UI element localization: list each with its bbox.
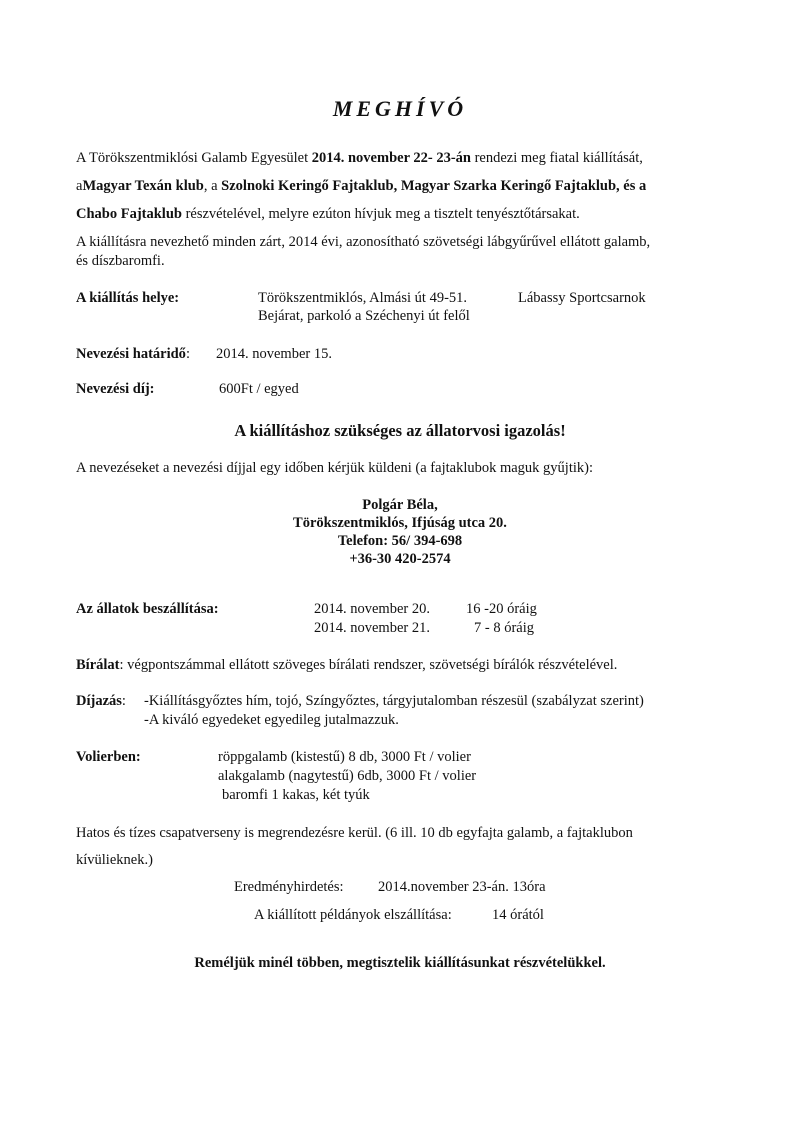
judging-row	[76, 657, 617, 674]
aviary-line: röppgalamb (kistestű) 8 db, 3000 Ft / volier	[218, 749, 471, 765]
deadline-colon: :	[185, 346, 190, 362]
fee-value: 600Ft / egyed	[219, 381, 299, 397]
vet-notice: A kiállításhoz szükséges az állatorvosi igazolás!	[234, 421, 566, 440]
judging-text: : végpontszámmal ellátott szöveges bírálati rendszer, szövetségi bírálók részvételével.	[119, 657, 618, 673]
fee-label: Nevezési díj:	[76, 381, 155, 397]
intro-line-1	[76, 150, 643, 167]
team-line-2: kívülieknek.)	[76, 852, 153, 868]
intro-text: rendezi meg fiatal kiállítását,	[470, 150, 643, 166]
intro-line-2	[76, 178, 646, 195]
delivery-label: Az állatok beszállítása:	[76, 601, 219, 617]
awards-line: -Kiállításgyőztes hím, tojó, Színgyőztes, tárgyjutalomban részesül (szabályzat szerint)	[144, 693, 644, 709]
aviary-label: Volierben:	[76, 749, 141, 765]
awards-label: Díjazás	[76, 693, 122, 709]
team-line-1: Hatos és tízes csapatverseny is megrendezésre kerül. (6 ill. 10 db egyfajta galamb, a fajtaklubon	[76, 825, 633, 841]
contact-address: Törökszentmiklós, Ifjúság utca 20.	[293, 515, 507, 531]
club-names: Szolnoki Keringő Fajtaklub, Magyar Szarka Keringő Fajtaklub, és a	[221, 178, 647, 194]
aviary-line: alakgalamb (nagytestű) 6db, 3000 Ft / volier	[218, 768, 477, 784]
page-title: MEGHÍVÓ	[332, 96, 468, 121]
delivery-date: 2014. november 21.	[314, 620, 430, 636]
club-name: Chabo Fajtaklub	[76, 206, 182, 222]
transport-label: A kiállított példányok elszállítása:	[254, 907, 452, 923]
delivery-date: 2014. november 20.	[314, 601, 430, 617]
club-name: Magyar Texán klub	[82, 178, 204, 194]
intro-line-3	[76, 206, 580, 223]
event-date: 2014. november 22- 23-án	[311, 150, 471, 166]
contact-phone: Telefon: 56/ 394-698	[337, 533, 463, 549]
results-label: Eredményhirdetés:	[234, 879, 344, 895]
aviary-line: baromfi 1 kakas, két tyúk	[222, 787, 370, 803]
contact-mobile: +36-30 420-2574	[349, 551, 451, 567]
place-address: Törökszentmiklós, Almási út 49-51.	[258, 290, 468, 306]
results-value: 2014.november 23-án. 13óra	[378, 879, 546, 895]
send-instructions: A nevezéseket a nevezési díjjal egy időben kérjük küldeni (a fajtaklubok maguk gyűjtik):	[76, 460, 594, 476]
contact-name: Polgár Béla,	[362, 497, 438, 513]
deadline-label: Nevezési határidő	[76, 346, 186, 362]
intro-line-5: és díszbaromfi.	[76, 253, 165, 269]
awards-line: -A kiváló egyedeket egyedileg jutalmazzuk.	[144, 712, 399, 728]
awards-colon: :	[121, 693, 126, 709]
awards-label-row	[76, 693, 126, 710]
intro-line-4: A kiállításra nevezhető minden zárt, 2014 évi, azonosítható szövetségi lábgyűrűvel ellátott galamb,	[76, 234, 651, 250]
place-label: A kiállítás helye:	[76, 290, 180, 306]
intro-text: , a	[203, 178, 222, 194]
place-entrance: Bejárat, parkoló a Széchenyi út felől	[258, 308, 470, 324]
transport-value: 14 órától	[492, 907, 544, 923]
intro-text: A Törökszentmiklósi Galamb Egyesület	[76, 150, 312, 166]
intro-text: a	[76, 178, 83, 194]
intro-text: részvételével, melyre ezúton hívjuk meg a tisztelt tenyésztőtársakat.	[181, 206, 580, 222]
deadline-row	[76, 346, 190, 363]
delivery-time: 7 - 8 óráig	[474, 620, 534, 636]
delivery-time: 16 -20 óráig	[466, 601, 537, 617]
closing-text: Reméljük minél többen, megtisztelik kiállításunkat részvételükkel.	[194, 955, 606, 971]
judging-label: Bírálat	[76, 657, 120, 673]
deadline-value: 2014. november 15.	[216, 346, 332, 362]
place-venue: Lábassy Sportcsarnok	[518, 290, 646, 306]
